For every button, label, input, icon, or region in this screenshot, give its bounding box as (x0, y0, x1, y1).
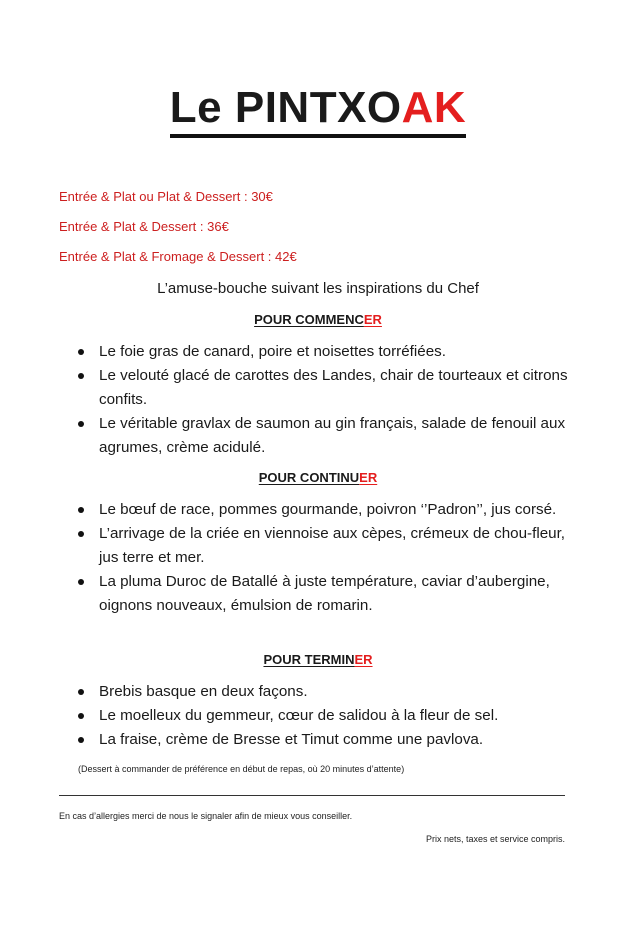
menu-item-text: Le moelleux du gemmeur, cœur de salidou à la fleur de sel. (99, 707, 499, 724)
menu-item-text: Le bœuf de race, pommes gourmande, poivron ‘’Padron’’, jus corsé. (99, 501, 557, 518)
amuse-bouche-line: L’amuse-bouche suivant les inspirations du Chef (157, 280, 479, 297)
dessert-note: (Dessert à commander de préférence en début de repas, où 20 minutes d’attente) (78, 764, 405, 774)
section-list-continuer (78, 498, 578, 618)
menu-item-text: L’arrivage de la criée en viennoise aux cèpes, crémeux de chou-fleur, jus terre et mer. (99, 525, 566, 566)
menu-item (78, 570, 578, 618)
price-formula-1: Entrée & Plat ou Plat & Dessert : 30€ (59, 189, 273, 204)
title-prefix: Le PINTXO (169, 83, 402, 132)
title-accent: AK (401, 83, 467, 132)
bullet-icon (78, 737, 84, 743)
menu-title-underlined (169, 83, 467, 138)
section-title-main: POUR CONTINU (258, 470, 360, 485)
section-title-commencer (0, 312, 636, 327)
menu-item (78, 522, 578, 570)
section-title-continuer (0, 470, 636, 485)
menu-item (78, 412, 578, 460)
bullet-icon (78, 689, 84, 695)
price-formula-2: Entrée & Plat & Dessert : 36€ (59, 219, 229, 234)
bullet-icon (78, 349, 84, 355)
price-formula-3: Entrée & Plat & Fromage & Dessert : 42€ (59, 249, 297, 264)
menu-item (78, 340, 578, 364)
menu-item (78, 498, 578, 522)
bullet-icon (78, 531, 84, 537)
bullet-icon (78, 421, 84, 427)
menu-item-text: Le foie gras de canard, poire et noisettes torréfiées. (99, 343, 446, 360)
menu-item (78, 728, 578, 752)
menu-item-text: La fraise, crème de Bresse et Timut comme une pavlova. (99, 731, 484, 748)
menu-item-text: La pluma Duroc de Batallé à juste température, caviar d’aubergine, oignons nouveaux, émulsion de romarin. (99, 573, 550, 614)
menu-title (0, 83, 636, 138)
section-title-main: POUR TERMIN (263, 652, 355, 667)
bullet-icon (78, 579, 84, 585)
price-notice: Prix nets, taxes et service compris. (425, 834, 565, 844)
menu-item (78, 704, 578, 728)
bullet-icon (78, 713, 84, 719)
divider-line (59, 795, 565, 796)
section-title-accent: ER (359, 470, 378, 485)
bullet-icon (78, 373, 84, 379)
menu-item-text: Brebis basque en deux façons. (99, 683, 308, 700)
menu-item-text: Le véritable gravlax de saumon au gin français, salade de fenouil aux agrumes, crème acidulé. (99, 415, 566, 456)
section-title-main: POUR COMMENC (254, 312, 364, 327)
menu-item (78, 364, 578, 412)
section-title-terminer (0, 652, 636, 667)
allergy-notice: En cas d’allergies merci de nous le signaler afin de mieux vous conseiller. (59, 811, 353, 821)
section-title-accent: ER (354, 652, 373, 667)
section-title-accent: ER (363, 312, 382, 327)
section-list-terminer (78, 680, 578, 752)
bullet-icon (78, 507, 84, 513)
menu-item-text: Le velouté glacé de carottes des Landes, chair de tourteaux et citrons confits. (99, 367, 568, 408)
section-list-commencer (78, 340, 578, 460)
menu-item (78, 680, 578, 704)
